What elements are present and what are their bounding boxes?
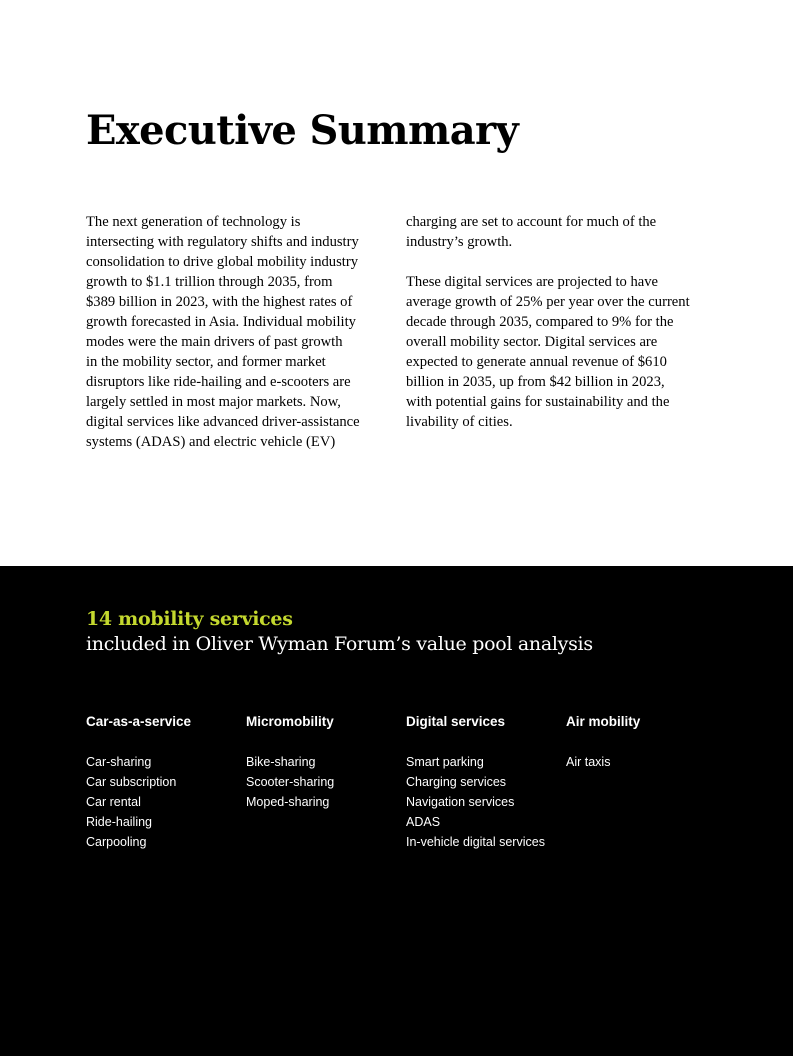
text-line: consolidation to drive global mobility industry [86,254,358,270]
service-item: Moped-sharing [246,795,330,809]
service-group-title: Micromobility [246,714,334,729]
intro-column-left [86,212,388,452]
intro-paragraph-2 [406,272,708,432]
service-group-digital-services [406,712,566,852]
service-item: ADAS [406,815,441,829]
service-item: Charging services [406,775,507,789]
service-item: Scooter-sharing [246,775,335,789]
text-line: modes were the main drivers of past growth [86,334,343,350]
service-group-title: Air mobility [566,714,641,729]
service-list [566,752,726,772]
service-group-air-mobility [566,712,726,772]
text-line: largely settled in most major markets. Now, [86,394,341,410]
intro-paragraph-1 [86,212,388,452]
service-item: Car-sharing [86,755,152,769]
text-line: expected to generate annual revenue of $610 [406,354,667,370]
page-title: Executive Summary [86,107,519,154]
text-line: systems (ADAS) and electric vehicle (EV) [86,434,336,450]
service-group-title: Digital services [406,714,506,729]
text-line: with potential gains for sustainability and the [406,394,670,410]
service-item: Navigation services [406,795,515,809]
text-line: decade through 2035, compared to 9% for the [406,314,674,330]
service-group-micromobility [246,712,406,812]
intro-paragraph-1-continued [406,212,708,252]
text-line: intersecting with regulatory shifts and industry [86,234,359,250]
service-item: Car rental [86,795,141,809]
text-line: The next generation of technology is [86,214,301,230]
text-line: billion in 2035, up from $42 billion in 2023, [406,374,665,390]
text-line: average growth of 25% per year over the current [406,294,690,310]
services-panel [0,566,793,1056]
text-line: livability of cities. [406,414,513,430]
text-line: overall mobility sector. Digital services are [406,334,658,350]
service-item: Bike-sharing [246,755,316,769]
text-line: disruptors like ride-hailing and e-scooters are [86,374,351,390]
text-line: digital services like advanced driver-assistance [86,414,360,430]
text-line: industry’s growth. [406,234,513,250]
service-item: Smart parking [406,755,484,769]
services-count-heading: 14 mobility services [86,608,293,630]
service-item: Carpooling [86,835,147,849]
service-list [246,752,406,812]
text-line: in the mobility sector, and former market [86,354,326,370]
services-subheading: included in Oliver Wyman Forum’s value pool analysis [86,633,593,655]
service-list [86,752,246,852]
service-item: In-vehicle digital services [406,835,545,849]
intro-column-right [406,212,708,432]
service-item: Air taxis [566,755,611,769]
service-group-car-as-a-service [86,712,246,852]
service-list [406,752,566,852]
text-line: growth to $1.1 trillion through 2035, from [86,274,333,290]
text-line: These digital services are projected to have [406,274,659,290]
service-group-title: Car-as-a-service [86,714,192,729]
service-item: Car subscription [86,775,177,789]
text-line: $389 billion in 2023, with the highest rates of [86,294,353,310]
text-line: charging are set to account for much of the [406,214,657,230]
services-headline [86,606,593,656]
text-line: growth forecasted in Asia. Individual mobility [86,314,356,330]
service-item: Ride-hailing [86,815,153,829]
